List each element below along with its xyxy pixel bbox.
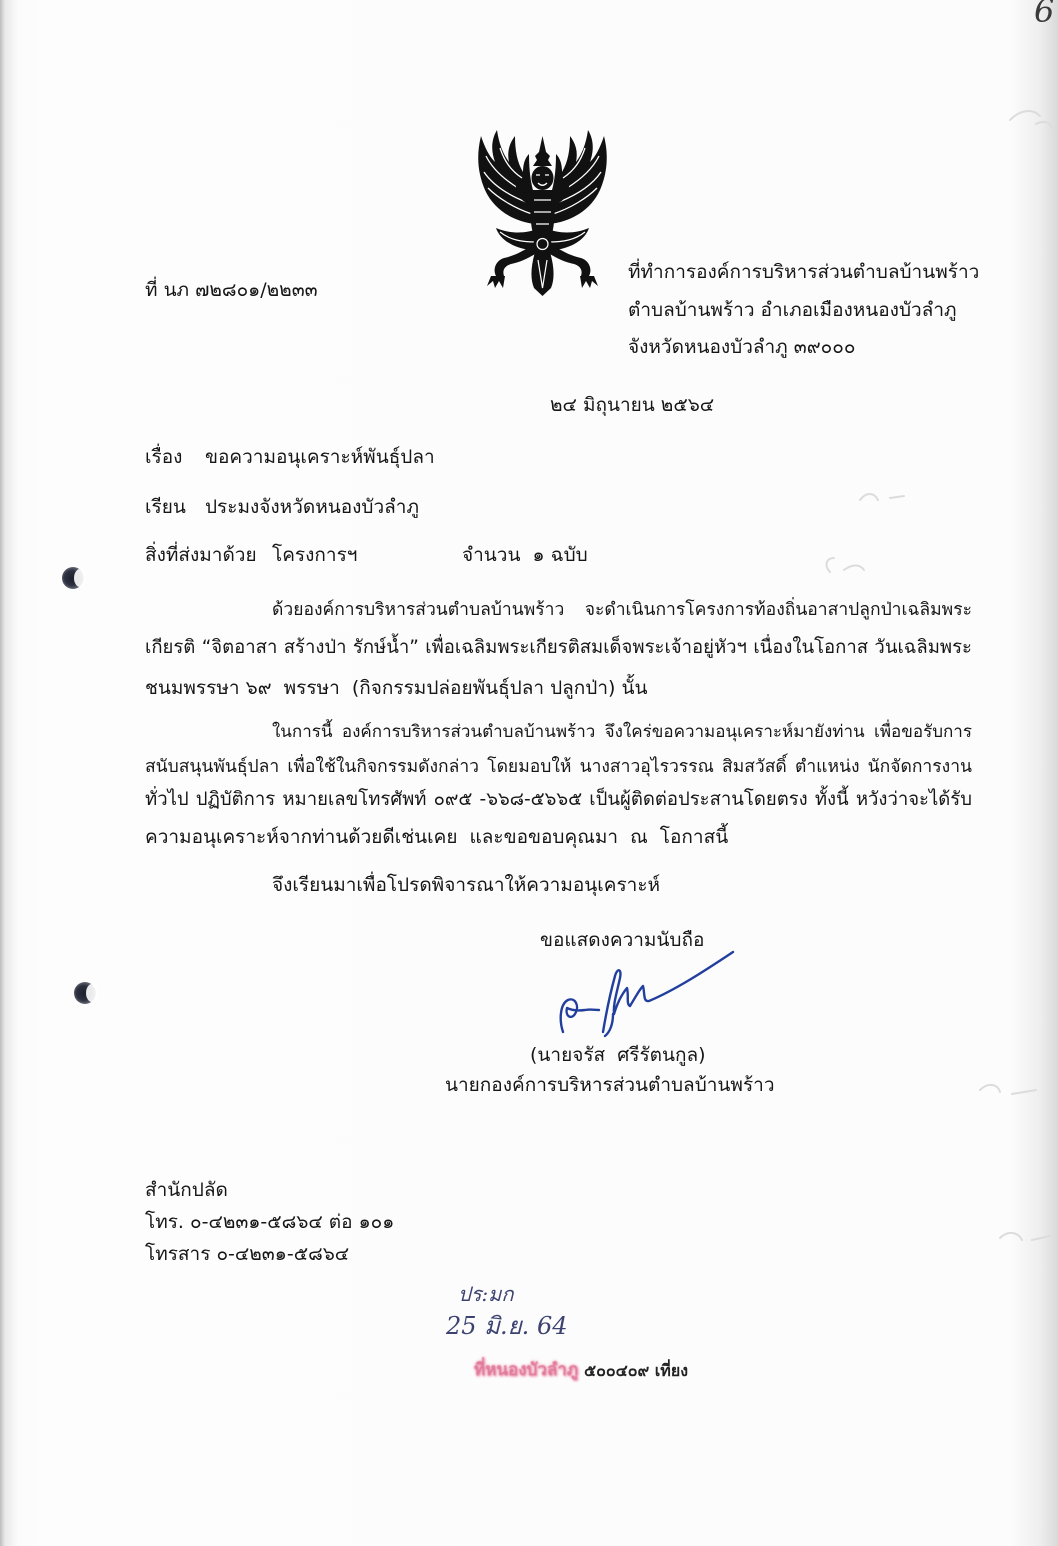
to-label: เรียน [145,496,186,518]
reference-number: ที่ นภ ๗๒๘๐๑/๒๒๓๓ [145,279,318,301]
enclosure-quantity: จำนวน ๑ ฉบับ [462,544,588,566]
body-paragraph-2-line: ทั่วไป ปฏิบัติการ หมายเลขโทรศัพท์ ๐๙๕ -๖๖๘-๕๖๖๕ เป็นผู้ติดต่อประสานโดยตรง ทั้งนี้ หวังว่าจะได้รับ [145,789,972,810]
to-text: ประมงจังหวัดหนองบัวลำภู [205,496,419,518]
stamp-place: ที่หนองบัวลำภู [474,1360,579,1380]
handwritten-note: ปร:มก [458,1282,514,1306]
subject-label: เรื่อง [145,446,183,468]
stamp-number: ๕๐๐๔๐๙ เที่ยง [584,1361,689,1380]
body-paragraph-2-line: ความอนุเคราะห์จากท่านด้วยดีเช่นเคย และขอขอบคุณมา ณ โอกาสนี้ [145,826,729,848]
sender-address-line: ที่ทำการองค์การบริหารส่วนตำบลบ้านพร้าว [628,261,980,283]
body-paragraph-1-line: ด้วยองค์การบริหารส่วนตำบลบ้านพร้าว จะดำเนินการโครงการท้องถิ่นอาสาปลูกป่าเฉลิมพระ [272,600,972,620]
subject-text: ขอความอนุเคราะห์พันธุ์ปลา [205,446,435,468]
signer-title: นายกองค์การบริหารส่วนตำบลบ้านพร้าว [445,1074,775,1096]
handwritten-note-date: 25 มิ.ย. 64 [446,1312,568,1340]
closing-sentence: จึงเรียนมาเพื่อโปรดพิจารณาให้ความอนุเคราะห์ [272,874,661,896]
body-paragraph-2-line: ในการนี้ องค์การบริหารส่วนตำบลบ้านพร้าว จึงใคร่ขอความอนุเคราะห์มายังท่าน เพื่อขอรับการ [272,722,972,742]
body-paragraph-1-line: เกียรติ “จิตอาสา สร้างป่า รักษ์น้ำ” เพื่อเฉลิมพระเกียรติสมเด็จพระเจ้าอยู่หัวฯ เนื่องในโอกาส วันเฉลิมพระ [145,637,972,658]
body-paragraph-1-line: ชนมพรรษา ๖๙ พรรษา (กิจกรรมปล่อยพันธุ์ปลา ปลูกป่า) นั้น [145,677,648,699]
fax: โทรสาร ๐-๔๒๓๑-๕๘๖๔ [145,1243,350,1265]
telephone: โทร. ๐-๔๒๓๑-๕๘๖๔ ต่อ ๑๐๑ [145,1211,395,1233]
hole-punch [74,982,96,1004]
receiving-stamp [474,1357,714,1387]
page-mark: 6 [1034,0,1055,30]
enclosure-text: โครงการฯ [272,544,358,566]
enclosure-label: สิ่งที่ส่งมาด้วย [145,544,257,566]
office-name: สำนักปลัด [145,1179,228,1201]
sender-address-line: จังหวัดหนองบัวลำภู ๓๙๐๐๐ [628,336,856,358]
letter-date: ๒๔ มิถุนายน ๒๕๖๔ [550,394,715,416]
sender-address-line: ตำบลบ้านพร้าว อำเภอเมืองหนองบัวลำภู [628,299,957,321]
signer-name: (นายจรัส ศรีรัตนกูล) [530,1044,706,1066]
regards: ขอแสดงความนับถือ [540,929,705,951]
signature [553,948,738,1040]
body-paragraph-2-line: สนับสนุนพันธุ์ปลา เพื่อใช้ในกิจกรรมดังกล่าว โดยมอบให้ นางสาวอุไรวรรณ สิมสวัสดิ์ ตำแหน่ง นักจัดการงาน [145,757,972,777]
garuda-emblem [470,128,615,298]
hole-punch [62,567,84,589]
